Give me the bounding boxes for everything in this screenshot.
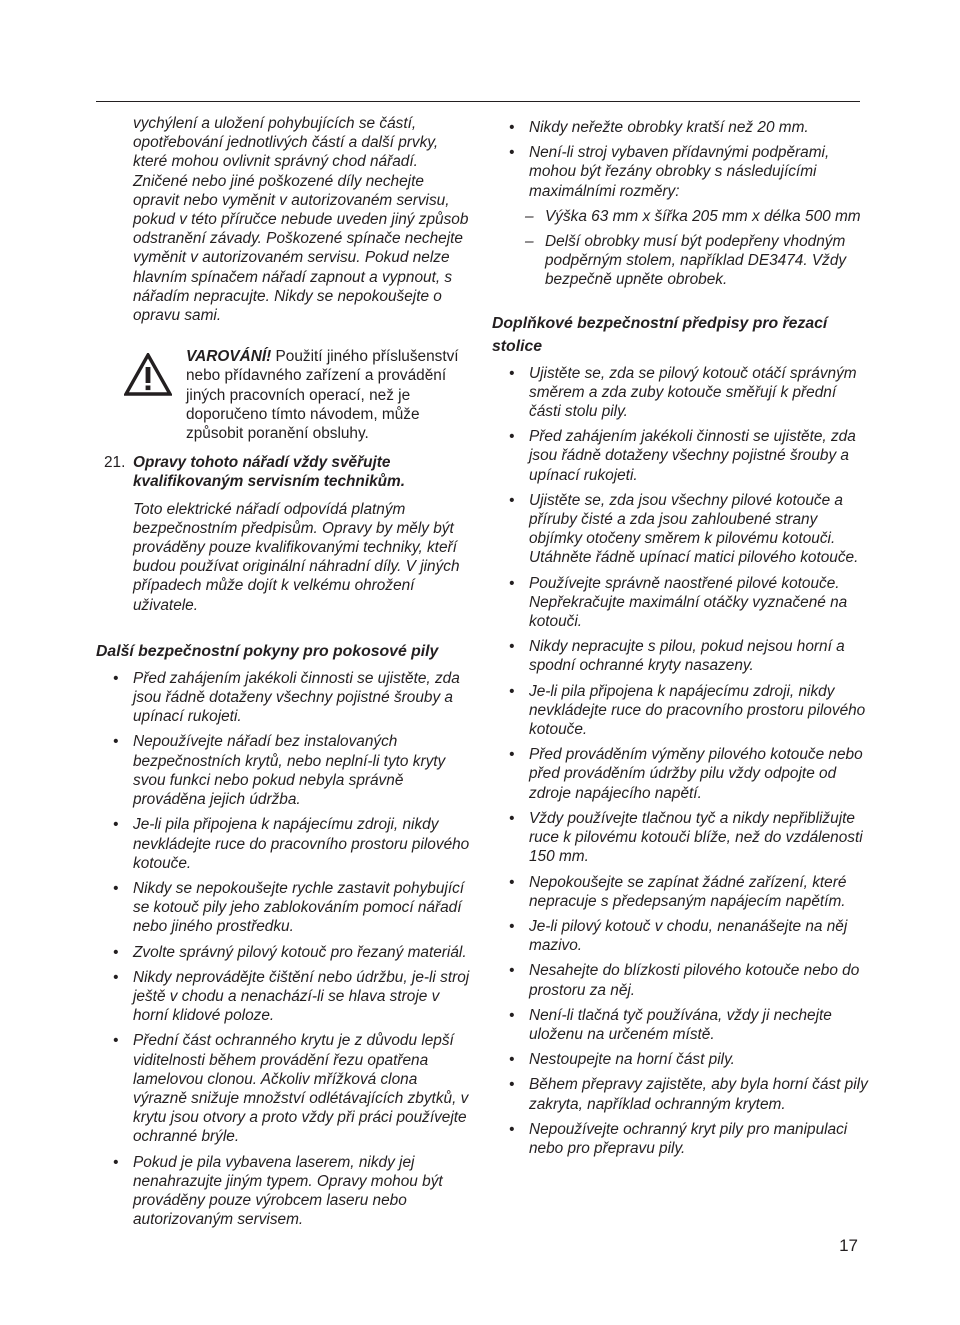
right-top-bullet-list	[492, 118, 870, 201]
section-title-left: Další bezpečnostní pokyny pro pokosové pily	[96, 642, 439, 660]
list-item: • Vždy používejte tlačnou tyč a nikdy nepřibližujte ruce k pilovému kotouči blíže, než do vzdálenosti 150 mm.	[509, 809, 863, 866]
list-item: • Přední část ochranného krytu je z důvodu lepší viditelnosti během provádění řezu opatřena lamelovou clonou. Ačkoliv mřížková clona výrazně snižuje množství odlétávajících zbytků, v krytu jsou otvory a proto vždy při práci používejte ochranné brýle.	[113, 1032, 469, 1146]
header-rule	[96, 101, 860, 102]
list-item: • Nikdy neprovádějte čištění nebo údržbu, je-li stroj ještě v chodu a nenachází-li se hlava stroje v horní klidové poloze.	[113, 968, 470, 1025]
warning-block	[96, 347, 474, 443]
list-item: • Je-li pilový kotouč v chodu, nenanášejte na něj mazivo.	[509, 917, 848, 955]
dash-item: – Delší obrobky musí být podepřeny vhodným podpěrným stolem, například DE3474. Vždy bezpečně upněte obrobek.	[525, 233, 847, 289]
list-item: • Během přepravy zajistěte, aby byla horní část pily zakryta, například ochranným krytem.	[509, 1076, 868, 1113]
list-item: • Zvolte správný pilový kotouč pro řezaný materiál.	[113, 943, 467, 961]
list-item: • Nikdy neřežte obrobky kratší než 20 mm.	[509, 119, 809, 136]
page-number: 17	[839, 1236, 858, 1255]
list-item: • Před zahájením jakékoli činnosti se ujistěte, zda jsou řádně dotaženy všechny pojistné šrouby a upínací rukojeti.	[113, 669, 460, 726]
list-item: • Nikdy se nepokoušejte rychle zastavit pohybující se kotouč pily jeho zablokováním pomocí nářadí nebo jiného prostředku.	[113, 879, 465, 936]
warning-label: VAROVÁNÍ!	[186, 348, 272, 366]
item-21-number: 21.	[104, 454, 126, 472]
list-item: • Je-li pila připojena k napájecímu zdroji, nikdy nevkládejte ruce do pracovního prostoru pilového kotouče.	[509, 682, 866, 739]
item-21	[96, 453, 474, 615]
list-item: • Nikdy nepracujte s pilou, pokud nejsou horní a spodní ochranné kryty nasazeny.	[509, 638, 845, 675]
list-item: • Před prováděním výměny pilového kotouče nebo před prováděním údržby pilu vždy odpojte od zdroje napájecího napětí.	[509, 746, 863, 802]
list-item: • Není-li stroj vybaven přídavnými podpěrami, mohou být řezány obrobky s následujícími maximálními rozměry:	[509, 144, 830, 200]
intro-paragraph: vychýlení a uložení pohybujících se částí, opotřebování jednotlivých částí a další prvky, které mohou ovlivnit správný chod nářadí. Zničené nebo jiné poškozené díly nechejte opravit nebo vyměnit v autorizovaném servisu, pokud v této příručce nebude uveden jiný způsob odstranění závady. Poškozené spínače nechejte vyměnit v autorizovaném servisu. Pokud nelze hlavním spínačem nářadí zapnout a vypnout, s nářadím nepracujte. Nikdy se nepokoušejte o opravu sami.	[133, 115, 469, 325]
dash-list	[492, 207, 870, 290]
item-21-title: Opravy tohoto nářadí vždy svěřujte kvalifikovaným servisním technikům.	[133, 454, 406, 491]
list-item: • Je-li pila připojena k napájecímu zdroji, nikdy nevkládejte ruce do pracovního prostoru pilového kotouče.	[113, 816, 470, 872]
list-item: • Nepoužívejte nářadí bez instalovaných bezpečnostních krytů, nebo neplní-li tyto kryty svou funkci nebo pokud nebyla správně prováděna jejich údržba.	[113, 733, 446, 809]
list-item: • Používejte správně naostřené pilové kotouče. Nepřekračujte maximální otáčky vyznačené na kotouči.	[509, 574, 848, 631]
right-bullet-list	[492, 364, 870, 1159]
list-item: • Ujistěte se, zda jsou všechny pilové kotouče a příruby čisté a zda jsou zahloubené strany objímky otočeny směrem k pilovému kotouči. Utáhněte řádně upínací matici pilového kotouče.	[509, 491, 859, 567]
warning-text: Použití jiného příslušenství nebo přídavného zařízení a provádění jiných pracovních operací, než je doporučeno tímto návodem, může způsobit poranění obsluhy.	[186, 348, 459, 443]
warning-triangle-icon	[124, 353, 172, 396]
list-item: • Nepokoušejte se zapínat žádné zařízení, které nepracuje s předepsaným napájecím napětím.	[509, 873, 847, 910]
list-item: • Nesahejte do blízkosti pilového kotouče nebo do prostoru za něj.	[509, 962, 860, 999]
list-item: • Ujistěte se, zda se pilový kotouč otáčí správným směrem a zda zuby kotouče směřují k přední části stolu pily.	[509, 364, 857, 421]
left-column	[96, 114, 474, 1235]
section-title-right: Doplňkové bezpečnostní předpisy pro řezací stolice	[492, 314, 828, 355]
list-item: • Před zahájením jakékoli činnosti se ujistěte, zda jsou řádně dotaženy všechny pojistné šrouby a upínací rukojeti.	[509, 428, 856, 484]
list-item: • Nepoužívejte ochranný kryt pily pro manipulaci nebo pro přepravu pily.	[509, 1120, 848, 1157]
right-column	[492, 118, 870, 1164]
dash-item: – Výška 63 mm x šířka 205 mm x délka 500 mm	[525, 207, 861, 225]
list-item: • Nestoupejte na horní část pily.	[509, 1051, 735, 1069]
list-item: • Pokud je pila vybavena laserem, nikdy jej nenahrazujte jiným typem. Opravy mohou být prováděny pouze výrobcem laseru nebo autorizovaným servisem.	[113, 1153, 443, 1229]
left-bullet-list	[96, 669, 474, 1229]
list-item: • Není-li tlačná tyč používána, vždy ji nechejte uloženu na určeném místě.	[509, 1006, 832, 1043]
item-21-text: Toto elektrické nářadí odpovídá platným bezpečnostním předpisům. Opravy by měly být prováděny pouze kvalifikovanými techniky, kteří budou používat originální náhradní díly. V jiných případech může dojít k velkému ohrožení uživatele.	[133, 500, 460, 614]
